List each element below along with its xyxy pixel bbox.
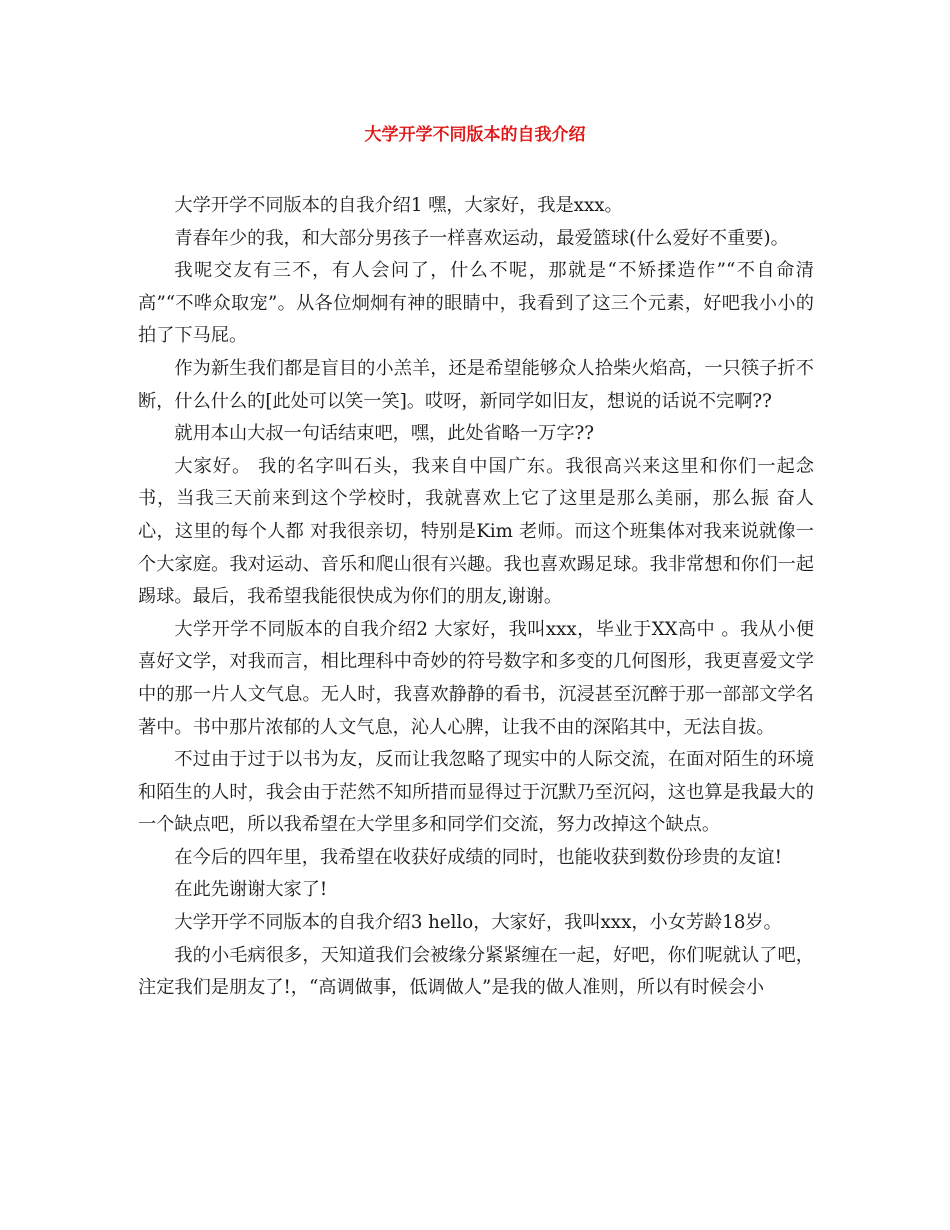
paragraph-9: 在今后的四年里，我希望在收获好成绩的同时，也能收获到数份珍贵的友谊!: [174, 846, 782, 868]
paragraph-6: 大家好。 我的名字叫石头，我来自中国广东。我很高兴来这里和你们一起念书，当我三天前来到这个学校时，我就喜欢上它了这里是那么美丽，那么振 奋人心，这里的每个人都 对我很亲切，特别是Kim 老师。而这个班集体对我来说就像一个大家庭。我对运动、音乐和爬山很有兴趣。我也喜欢踢足球。我非常想和你们一起踢球。最后，我希望我能很快成为你们的朋友,谢谢。: [138, 455, 814, 608]
paragraph-10: 在此先谢谢大家了!: [174, 879, 328, 901]
paragraph-11: 大学开学不同版本的自我介绍3 hello，大家好，我叫xxx，小女芳龄18岁。: [174, 912, 782, 934]
paragraph-2: 青春年少的我，和大部分男孩子一样喜欢运动，最爱篮球(什么爱好不重要)。: [174, 227, 789, 249]
paragraph-12: 我的小毛病很多，天知道我们会被缘分紧紧缠在一起，好吧，你们呢就认了吧，注定我们是朋友了!，“高调做事，低调做人”是我的做人准则，所以有时候会小: [138, 944, 814, 999]
paragraph-5: 就用本山大叔一句话结束吧，嘿，此处省略一万字??: [174, 423, 595, 445]
paragraph-3: 我呢交友有三不，有人会问了，什么不呢，那就是“不矫揉造作”“不自命清高”“不哗众取宠”。从各位炯炯有神的眼睛中，我看到了这三个元素，好吧我小小的拍了下马屁。: [138, 260, 814, 347]
paragraph-8: 不过由于过于以书为友，反而让我忽略了现实中的人际交流，在面对陌生的环境和陌生的人时，我会由于茫然不知所措而显得过于沉默乃至沉闷，这也算是我最大的一个缺点吧，所以我希望在大学里多和同学们交流，努力改掉这个缺点。: [138, 749, 814, 836]
paragraph-4: 作为新生我们都是盲目的小羔羊，还是希望能够众人拾柴火焰高，一只筷子折不断，什么什么的[此处可以笑一笑]。哎呀，新同学如旧友，想说的话说不完啊??: [138, 357, 814, 412]
paragraph-7: 大学开学不同版本的自我介绍2 大家好，我叫xxx，毕业于XX高中 。我从小便喜好文学，对我而言，相比理科中奇妙的符号数字和多变的几何图形，我更喜爱文学中的那一片人文气息。无人时，我喜欢静静的看书，沉浸甚至沉醉于那一部部文学名著中。书中那片浓郁的人文气息，沁人心脾，让我不由的深陷其中，无法自拔。: [138, 618, 814, 738]
document-title: 大学开学不同版本的自我介绍: [364, 125, 586, 145]
paragraph-1: 大学开学不同版本的自我介绍1 嘿，大家好，我是xxx。: [174, 195, 623, 216]
document-body: [138, 190, 814, 1005]
